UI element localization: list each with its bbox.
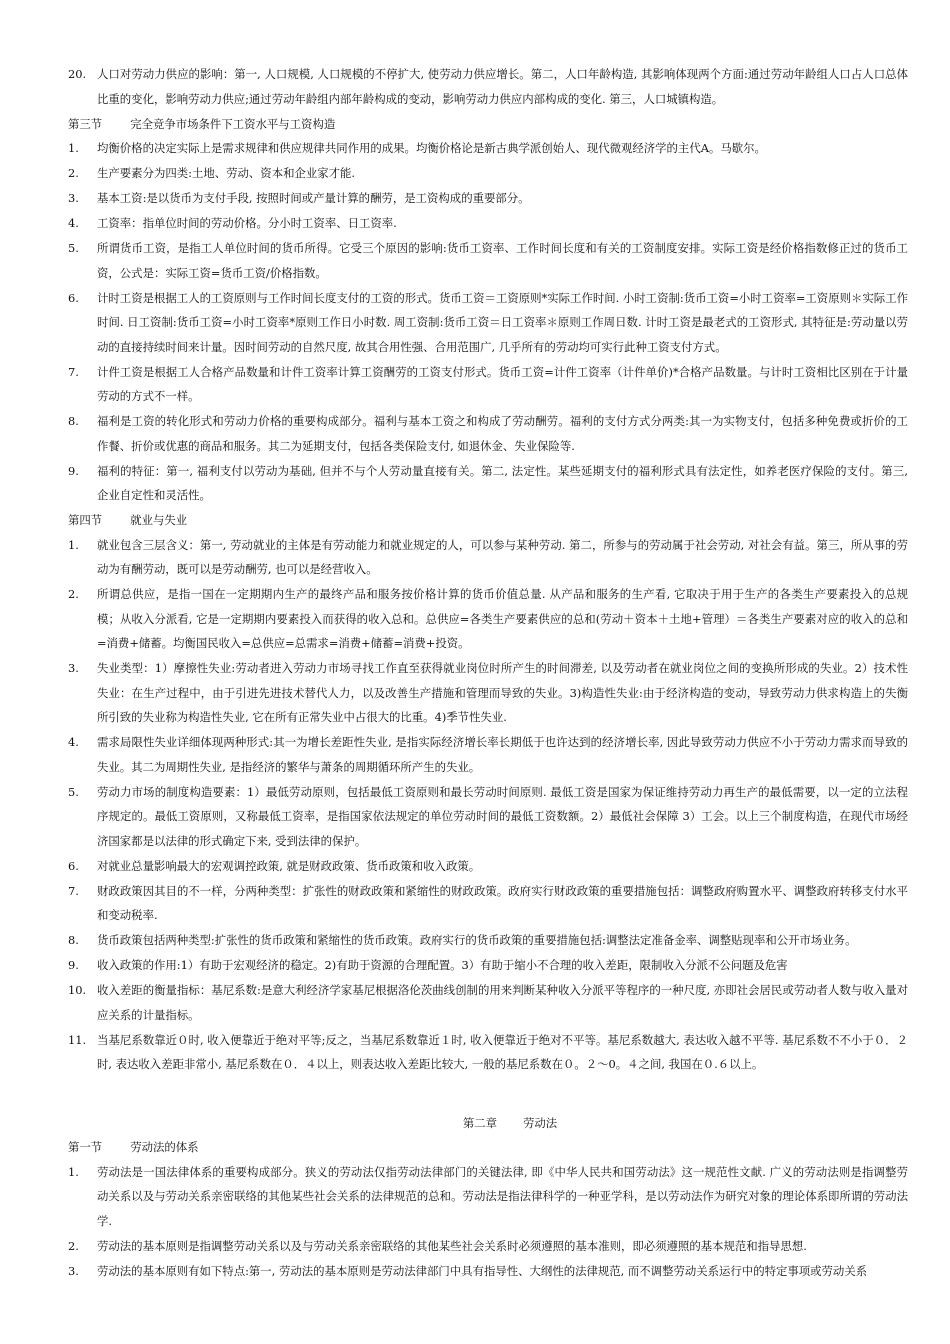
item-text: 对就业总量影响最大的宏观调控政策, 就是财政政策、货币政策和收入政策。	[97, 858, 481, 873]
list-item	[68, 409, 908, 458]
list-item	[68, 459, 908, 508]
item-number: 3.	[68, 191, 79, 205]
item-number: 1.	[68, 141, 79, 155]
list-item	[68, 186, 908, 211]
list-item	[68, 236, 908, 285]
item-text: 收入差距的衡量指标：基尼系数:是意大利经济学家基尼根据洛伦茨曲线创制的用来判断某种收入分派平等程序的一种尺度, 亦即社会居民或劳动者人数与收入量对应关系的计量指标。	[97, 983, 908, 1022]
item-number: 8.	[68, 933, 79, 947]
item-text: 均衡价格的决定实际上是需求规律和供应规律共同作用的成果。均衡价格论是新古典学派创始人、现代微观经济学的主代A。马歇尔。	[97, 141, 766, 155]
item-number: 10.	[68, 983, 87, 997]
item-text: 失业类型：1）摩擦性失业:劳动者进入劳动力市场寻找工作直至获得就业岗位时所产生的时间滞差, 以及劳动者在就业岗位之间的变换所形成的失业。2）技术性失业：在生产过程中，由于引进先进技术替代人力，以及改善生产措施和管理而导致的失业。3)构造性失业:由于经济构造的变动，导致劳动力供求构造上的失衡所引致的失业称为构造性失业, 它在所有正常失业中占很大的比重。4)季节性失业.	[97, 661, 908, 724]
item-number: 3.	[68, 1263, 79, 1278]
item-text: 所谓货币工资，是指工人单位时间的货币所得。它受三个原因的影响:货币工资率、工作时间长度和有关的工资制度安排。实际工资是经价格指数修正过的货币工资，公式是：实际工资=货币工资/价格指数。	[97, 241, 908, 280]
list-item	[68, 854, 908, 879]
list-item	[68, 1234, 908, 1259]
item-text: 财政政策因其目的不一样，分两种类型：扩张性的财政政策和紧缩性的财政政策。政府实行财政政策的重要措施包括：调整政府购置水平、调整政府转移支付水平和变动税率.	[97, 883, 908, 922]
item-text: 劳动法是一国法律体系的重要构成部分。狭义的劳动法仅指劳动法律部门的关键法律, 即《中华人民共和国劳动法》这一规范性文献. 广义的劳动法则是指调整劳动关系以及与劳动关系亲密联络的其他某些社会关系的法律规范的总和。劳动法是指法律科学的一种亚学科，是以劳动法作为研究对象的理论体系即所谓的劳动法学.	[97, 1164, 908, 1228]
item-text: 货币政策包括两种类型:扩张性的货币政策和紧缩性的货币政策。政府实行的货币政策的重要措施包括:调整法定准备金率、调整贴现率和公开市场业务。	[97, 933, 857, 947]
list-item	[68, 62, 908, 111]
item-text: 所谓总供应，是指一国在一定期期内生产的最终产品和服务按价格计算的货币价值总量. 从产品和服务的生产看, 它取决于用于生产的各类生产要素投入的总规模；从收入分派看, 它是一定期期内要素投入而获得的收入总和。总供应=各类生产要素供应的总和(劳动＋资本＋土地+管理）＝各类生产要素对应的收入的总和=消费+储蓄。均衡国民收入=总供应=总需求=消费+储蓄=消费+投资。	[97, 587, 908, 650]
item-text: 计时工资是根据工人的工资原则与工作时间长度支付的工资的形式。货币工资＝工资原则*实际工作时间. 小时工资制:货币工资=小时工资率=工资原则＊实际工作时间. 日工资制:货币工资=小时工资率*原则工作日小时数. 周工资制:货币工资＝日工资率＊原则工作周日数. 计时工资是最老式的工资形式, 其特征是:劳动量以劳动的直接持续时间来计量。因时间劳动的自然尺度, 故其合用性强、合用范围广, 几乎所有的劳动均可实行此种工资支付方式。	[97, 290, 908, 354]
list-item	[68, 360, 908, 409]
item-text: 当基尼系数靠近０时, 收入便靠近于绝对平等;反之，当基尼系数靠近１时, 收入便靠近于绝对不平等。基尼系数越大, 表达收入越不平等. 基尼系数不不小于０．２时, 表达收入差距非常小, 基尼系数在０．４以上，则表达收入差距比较大, 一般的基尼系数在０。２～0。４之间, 我国在０.６以上。	[97, 1032, 908, 1071]
item-number: 2.	[68, 587, 79, 601]
item-number: 5.	[68, 241, 79, 255]
heading-label: 第三节	[68, 116, 103, 131]
list-item	[68, 780, 908, 854]
item-text: 基本工资:是以货币为支付手段, 按照时间或产量计算的酬劳，是工资构成的重要部分。	[97, 191, 530, 205]
list-item	[68, 161, 908, 186]
item-number: 6.	[68, 290, 79, 305]
item-number: 8.	[68, 414, 79, 428]
item-text: 生产要素分为四类:土地、劳动、资本和企业家才能.	[97, 166, 356, 180]
heading-label: 第四节	[68, 513, 103, 527]
item-number: 4.	[68, 735, 79, 749]
list-item	[68, 211, 908, 236]
list-item	[68, 136, 908, 161]
item-text: 劳动法的基本原则是指调整劳动关系以及与劳动关系亲密联络的其他某些社会关系时必须遵照的基本准则，即必须遵照的基本规范和指导思想.	[97, 1238, 807, 1253]
list-item	[68, 1028, 908, 1077]
list-item	[68, 656, 908, 730]
list-item	[68, 879, 908, 928]
item-text: 收入政策的作用:1）有助于宏观经济的稳定。2)有助于资源的合理配置。3）有助于缩小不合理的收入差距，限制收入分派不公问题及危害	[97, 958, 788, 972]
list-item	[68, 1160, 908, 1234]
item-number: 7.	[68, 883, 79, 898]
document-page	[0, 62, 950, 1284]
list-item	[68, 582, 908, 656]
list-item	[68, 928, 908, 953]
item-number: 9.	[68, 958, 79, 972]
item-number: 2.	[68, 166, 79, 180]
list-item	[68, 533, 908, 582]
item-number: 1.	[68, 537, 79, 552]
item-number: 3.	[68, 661, 79, 675]
chapter-heading	[0, 1111, 950, 1136]
item-text: 劳动法的基本原则有如下特点:第一, 劳动法的基本原则是劳动法律部门中具有指导性、大纲性的法律规范, 而不调整劳动关系运行中的特定事项或劳动关系	[97, 1263, 868, 1278]
item-number: 6.	[68, 858, 79, 873]
heading-label: 第一节	[68, 1140, 103, 1154]
item-number: 1.	[68, 1164, 79, 1179]
section-heading	[68, 1135, 950, 1160]
item-number: 4.	[68, 216, 79, 230]
list-item	[68, 978, 908, 1027]
section-heading	[68, 508, 950, 533]
heading-title: 劳动法	[523, 1115, 558, 1130]
section-heading	[68, 112, 950, 137]
list-item	[68, 953, 908, 978]
item-text: 工资率：指单位时间的劳动价格。分小时工资率、日工资率.	[97, 216, 397, 230]
item-text: 需求局限性失业详细体现两种形式:其一为增长差距性失业, 是指实际经济增长率长期低于也许达到的经济增长率, 因此导致劳动力供应不小于劳动力需求而导致的失业。其二为周期性失业, 是指经济的繁华与萧条的周期循环所产生的失业。	[97, 735, 908, 774]
item-number: 9.	[68, 463, 79, 478]
item-number: 7.	[68, 364, 79, 379]
item-text: 计件工资是根据工人合格产品数量和计件工资率计算工资酬劳的工资支付形式。货币工资=计件工资率（计件单价)*合格产品数量。与计时工资相比区别在于计量劳动的方式不一样。	[97, 364, 908, 403]
item-number: 2.	[68, 1238, 79, 1253]
item-number: 11.	[68, 1032, 87, 1047]
list-item	[68, 286, 908, 360]
item-text: 福利是工资的转化形式和劳动力价格的重要构成部分。福利与基本工资之和构成了劳动酬劳。福利的支付方式分两类:其一为实物支付，包括多种免费或折价的工作餐、折价或优惠的商品和服务。其二为延期支付，包括各类保险支付, 如退休金、失业保险等.	[97, 414, 908, 453]
item-number: 5.	[68, 784, 79, 799]
item-text: 人口对劳动力供应的影响：第一, 人口规模, 人口规模的不停扩大, 使劳动力供应增长。第二，人口年龄构造, 其影响体现两个方面:通过劳动年龄组人口占人口总体比重的变化，影响劳动力供应;通过劳动年龄组内部年龄构成的变动，影响劳动力供应内部构成的变化. 第三，人口城镇构造。	[97, 67, 908, 106]
item-text: 福利的特征：第一, 福利支付以劳动为基础, 但并不与个人劳动量直接有关。第二, 法定性。某些延期支付的福利形式具有法定性，如养老医疗保险的支付。第三, 企业自定性和灵活性。	[97, 463, 908, 502]
item-number: 20.	[68, 67, 87, 81]
item-text: 就业包含三层含义：第一, 劳动就业的主体是有劳动能力和就业规定的人，可以参与某种劳动. 第二，所参与的劳动属于社会劳动, 对社会有益。第三，所从事的劳动为有酬劳动，既可以是劳动酬劳, 也可以是经营收入。	[97, 537, 908, 576]
heading-title: 就业与失业	[130, 513, 188, 527]
heading-label: 第二章	[462, 1115, 497, 1130]
heading-title: 劳动法的体系	[130, 1140, 199, 1154]
list-item	[68, 730, 908, 779]
item-text: 劳动力市场的制度构造要素：1）最低劳动原则，包括最低工资原则和最长劳动时间原则. 最低工资是国家为保证维持劳动力再生产的最低需要，以一定的立法程序规定的。最低工资原则，又称最低工资率，是指国家依法规定的单位劳动时间的最低工资数额。2）最低社会保障 3）工会。以上三个制度构造，在现代市场经济国家都是以法律的形式确定下来, 受到法律的保护。	[97, 784, 908, 848]
list-item	[68, 1259, 908, 1284]
heading-title: 完全竞争市场条件下工资水平与工资构造	[130, 116, 336, 131]
